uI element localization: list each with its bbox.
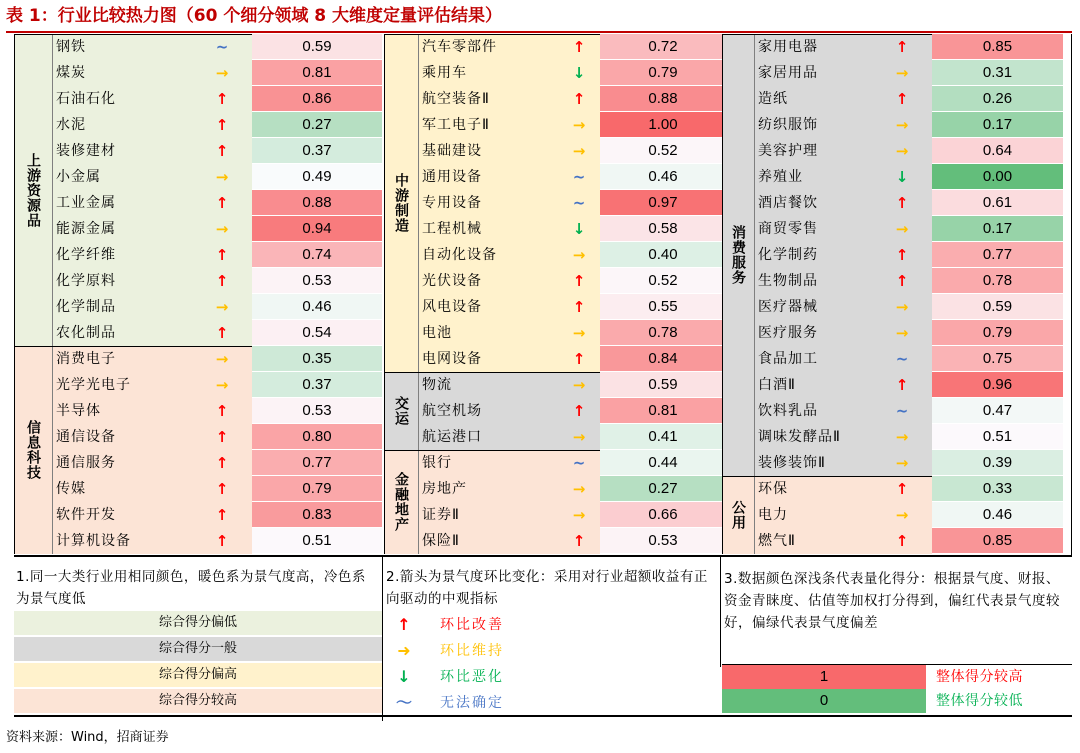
trend-arrow-up: ↑ xyxy=(215,116,229,134)
legend-arrow-label: 环比改善 xyxy=(440,617,504,633)
heat-score-cell: 0.39 xyxy=(932,450,1063,476)
column-left-border xyxy=(384,34,385,554)
heat-score-cell: 0.55 xyxy=(600,294,726,320)
title-underline xyxy=(6,31,1072,33)
sector-group-1-0 xyxy=(384,34,418,372)
heat-score-cell: 0.97 xyxy=(600,190,726,216)
heat-score-cell: 0.94 xyxy=(252,216,382,242)
heat-score-cell: 0.33 xyxy=(932,476,1063,502)
industry-name: 小金属 xyxy=(56,169,101,185)
sector-group-label: 公用 xyxy=(730,500,746,530)
sector-group-0-0 xyxy=(14,34,52,346)
heat-score-cell: 0.46 xyxy=(252,294,382,320)
heat-score-cell: 0.52 xyxy=(600,268,726,294)
industry-name: 传媒 xyxy=(56,481,86,497)
industry-name: 化学原料 xyxy=(56,273,116,289)
industry-name: 燃气Ⅱ xyxy=(758,533,796,549)
trend-arrow-up: ↑ xyxy=(572,90,586,108)
industry-name: 基础建设 xyxy=(422,143,482,159)
legend-arrow-down-icon: ↓ xyxy=(397,667,413,686)
legend-arrow-up-icon: ↑ xyxy=(397,615,413,634)
heat-score-cell: 0.41 xyxy=(600,424,726,450)
legend-swatch-2: 综合得分一般 xyxy=(14,637,382,661)
trend-arrow-up: ↑ xyxy=(215,90,229,108)
industry-name: 家用电器 xyxy=(758,39,818,55)
trend-arrow-flat: → xyxy=(215,298,229,316)
trend-arrow-flat: → xyxy=(572,324,586,342)
industry-name: 养殖业 xyxy=(758,169,803,185)
industry-name: 电池 xyxy=(422,325,452,341)
industry-name: 电网设备 xyxy=(422,351,482,367)
heat-score-cell: 0.80 xyxy=(252,424,382,450)
industry-name: 风电设备 xyxy=(422,299,482,315)
heat-score-cell: 0.88 xyxy=(600,86,726,112)
trend-arrow-unk: ~ xyxy=(895,350,909,368)
heat-score-cell: 0.85 xyxy=(932,528,1063,554)
trend-arrow-up: ↑ xyxy=(895,376,909,394)
legend-score-swatch: 1 xyxy=(722,665,926,689)
heat-score-cell: 1.00 xyxy=(600,112,726,138)
trend-arrow-up: ↑ xyxy=(215,402,229,420)
trend-arrow-down: ↓ xyxy=(895,168,909,186)
heat-score-cell: 0.35 xyxy=(252,346,382,372)
sector-group-2-0 xyxy=(722,34,754,476)
trend-arrow-up: ↑ xyxy=(215,428,229,446)
legend-arrow-label: 无法确定 xyxy=(440,695,504,711)
heat-score-cell: 0.47 xyxy=(932,398,1063,424)
industry-name: 纺织服饰 xyxy=(758,117,818,133)
industry-name: 汽车零部件 xyxy=(422,39,497,55)
heat-score-cell: 0.44 xyxy=(600,450,726,476)
legend-swatch-3: 综合得分偏高 xyxy=(14,663,382,687)
industry-name: 装修建材 xyxy=(56,143,116,159)
heat-score-cell: 0.27 xyxy=(252,112,382,138)
trend-arrow-up: ↑ xyxy=(895,90,909,108)
industry-name: 消费电子 xyxy=(56,351,116,367)
industry-name: 半导体 xyxy=(56,403,101,419)
heat-score-cell: 0.79 xyxy=(252,476,382,502)
trend-arrow-flat: → xyxy=(572,246,586,264)
heat-score-cell: 0.53 xyxy=(252,398,382,424)
trend-arrow-flat: → xyxy=(215,64,229,82)
note-color-scheme: 1.同一大类行业用相同颜色，暖色系为景气度高，冷色系为景气度低 xyxy=(16,569,366,607)
heat-score-cell: 0.59 xyxy=(252,34,382,60)
sector-group-label: 金融地产 xyxy=(393,472,409,532)
heat-score-cell: 0.88 xyxy=(252,190,382,216)
table-right-border xyxy=(1071,34,1072,555)
trend-arrow-up: ↑ xyxy=(215,506,229,524)
legend-arrow-flat-icon: ➜ xyxy=(397,641,413,660)
heat-score-cell: 0.96 xyxy=(932,372,1063,398)
heat-score-cell: 0.74 xyxy=(252,242,382,268)
legend-score-label: 整体得分较高 xyxy=(936,669,1023,685)
industry-name: 房地产 xyxy=(422,481,467,497)
trend-arrow-unk: ~ xyxy=(572,454,586,472)
trend-arrow-flat: → xyxy=(215,168,229,186)
industry-name: 乘用车 xyxy=(422,65,467,81)
heat-score-cell: 0.26 xyxy=(932,86,1063,112)
trend-arrow-unk: ~ xyxy=(215,38,229,56)
industry-name: 饮料乳品 xyxy=(758,403,818,419)
trend-arrow-up: ↑ xyxy=(895,480,909,498)
sector-group-label: 中游制造 xyxy=(393,173,409,233)
trend-arrow-flat: → xyxy=(895,298,909,316)
industry-name: 通信服务 xyxy=(56,455,116,471)
industry-name: 家居用品 xyxy=(758,65,818,81)
heat-score-cell: 0.64 xyxy=(932,138,1063,164)
industry-name: 软件开发 xyxy=(56,507,116,523)
trend-arrow-flat: → xyxy=(215,350,229,368)
heat-score-cell: 0.51 xyxy=(932,424,1063,450)
legend-top-border xyxy=(722,664,1072,665)
sector-group-2-1 xyxy=(722,476,754,554)
trend-arrow-up: ↑ xyxy=(215,324,229,342)
industry-name: 光学光电子 xyxy=(56,377,131,393)
notes-divider xyxy=(720,557,721,667)
sector-group-label: 信息科技 xyxy=(25,420,41,480)
legend-score-swatch: 0 xyxy=(722,689,926,713)
heat-score-cell: 0.77 xyxy=(252,450,382,476)
heat-score-cell: 0.37 xyxy=(252,138,382,164)
heat-score-cell: 0.59 xyxy=(600,372,726,398)
heat-score-cell: 0.84 xyxy=(600,346,726,372)
trend-arrow-up: ↑ xyxy=(215,532,229,550)
heat-score-cell: 0.40 xyxy=(600,242,726,268)
industry-name: 证券Ⅱ xyxy=(422,507,460,523)
heat-score-cell: 0.78 xyxy=(932,268,1063,294)
industry-name: 美容护理 xyxy=(758,143,818,159)
heat-score-cell: 0.66 xyxy=(600,502,726,528)
industry-name: 工程机械 xyxy=(422,221,482,237)
trend-arrow-up: ↑ xyxy=(215,194,229,212)
heat-score-cell: 0.72 xyxy=(600,34,726,60)
trend-arrow-up: ↑ xyxy=(895,246,909,264)
legend-arrow-label: 环比恶化 xyxy=(440,669,504,685)
industry-name: 化学制药 xyxy=(758,247,818,263)
heat-score-cell: 0.86 xyxy=(252,86,382,112)
industry-name: 航运港口 xyxy=(422,429,482,445)
trend-arrow-down: ↓ xyxy=(572,220,586,238)
heat-score-cell: 0.52 xyxy=(600,138,726,164)
industry-name: 光伏设备 xyxy=(422,273,482,289)
heat-score-cell: 0.83 xyxy=(252,502,382,528)
sector-group-0-1 xyxy=(14,346,52,554)
industry-name: 通用设备 xyxy=(422,169,482,185)
industry-name: 商贸零售 xyxy=(758,221,818,237)
sector-group-label: 上游资源品 xyxy=(25,152,41,228)
trend-arrow-flat: → xyxy=(572,116,586,134)
table-title: 表 1：行业比较热力图（60 个细分领域 8 大维度定量评估结果） xyxy=(6,6,502,26)
trend-arrow-flat: → xyxy=(215,376,229,394)
industry-name: 军工电子Ⅱ xyxy=(422,117,490,133)
heat-score-cell: 0.61 xyxy=(932,190,1063,216)
industry-name: 航空机场 xyxy=(422,403,482,419)
industry-name: 调味发酵品Ⅱ xyxy=(758,429,841,445)
trend-arrow-flat: → xyxy=(215,220,229,238)
heat-score-cell: 0.85 xyxy=(932,34,1063,60)
trend-arrow-up: ↑ xyxy=(215,246,229,264)
heat-score-cell: 0.17 xyxy=(932,112,1063,138)
trend-arrow-up: ↑ xyxy=(572,38,586,56)
trend-arrow-up: ↑ xyxy=(895,272,909,290)
note-arrow-meaning: 2.箭头为景气度环比变化：采用对行业超额收益有正向驱动的中观指标 xyxy=(386,569,708,607)
industry-name: 能源金属 xyxy=(56,221,116,237)
heat-score-cell: 0.53 xyxy=(600,528,726,554)
industry-name: 煤炭 xyxy=(56,65,86,81)
industry-name: 保险Ⅱ xyxy=(422,533,460,549)
industry-name: 工业金属 xyxy=(56,195,116,211)
trend-arrow-up: ↑ xyxy=(215,272,229,290)
trend-arrow-up: ↑ xyxy=(572,532,586,550)
heat-score-cell: 0.31 xyxy=(932,60,1063,86)
trend-arrow-up: ↑ xyxy=(895,38,909,56)
trend-arrow-flat: → xyxy=(572,480,586,498)
industry-name: 医疗器械 xyxy=(758,299,818,315)
industry-name: 钢铁 xyxy=(56,39,86,55)
heat-score-cell: 0.37 xyxy=(252,372,382,398)
industry-name: 航空装备Ⅱ xyxy=(422,91,490,107)
trend-arrow-down: ↓ xyxy=(572,64,586,82)
heat-score-cell: 0.58 xyxy=(600,216,726,242)
trend-arrow-up: ↑ xyxy=(895,532,909,550)
heat-score-cell: 0.53 xyxy=(252,268,382,294)
trend-arrow-flat: → xyxy=(895,220,909,238)
trend-arrow-unk: ~ xyxy=(572,168,586,186)
industry-name: 银行 xyxy=(422,455,452,471)
column-left-border xyxy=(14,34,15,554)
trend-arrow-flat: → xyxy=(895,324,909,342)
trend-arrow-up: ↑ xyxy=(215,480,229,498)
heat-score-cell: 0.59 xyxy=(932,294,1063,320)
note-score-meaning: 3.数据颜色深浅条代表量化得分：根据景气度、财报、资金青睐度、估值等加权打分得到，偏红代表景气度较好，偏绿代表景气度偏差 xyxy=(724,571,1060,631)
industry-name: 食品加工 xyxy=(758,351,818,367)
industry-name: 计算机设备 xyxy=(56,533,131,549)
legend-arrow-unk-icon: 〜 xyxy=(395,693,414,712)
industry-name: 医疗服务 xyxy=(758,325,818,341)
table-bottom-border xyxy=(14,555,1072,557)
sector-group-label: 消费服务 xyxy=(730,225,746,285)
industry-name: 专用设备 xyxy=(422,195,482,211)
trend-arrow-flat: → xyxy=(572,506,586,524)
industry-name: 石油石化 xyxy=(56,91,116,107)
trend-arrow-up: ↑ xyxy=(215,142,229,160)
trend-arrow-unk: ~ xyxy=(895,402,909,420)
notes-bottom-border xyxy=(14,715,1072,717)
trend-arrow-flat: → xyxy=(895,64,909,82)
heat-score-cell: 0.46 xyxy=(600,164,726,190)
sector-group-label: 交运 xyxy=(393,396,409,426)
trend-arrow-flat: → xyxy=(895,454,909,472)
legend-swatch-1: 综合得分偏低 xyxy=(14,611,382,635)
trend-arrow-flat: → xyxy=(572,142,586,160)
legend-arrow-label: 环比维持 xyxy=(440,643,504,659)
heat-score-cell: 0.79 xyxy=(600,60,726,86)
column-left-border xyxy=(722,34,723,554)
trend-arrow-flat: → xyxy=(572,428,586,446)
trend-arrow-flat: → xyxy=(895,506,909,524)
heat-score-cell: 0.49 xyxy=(252,164,382,190)
heat-score-cell: 0.17 xyxy=(932,216,1063,242)
trend-arrow-up: ↑ xyxy=(215,454,229,472)
trend-arrow-flat: → xyxy=(572,376,586,394)
industry-name: 化学制品 xyxy=(56,299,116,315)
industry-name: 环保 xyxy=(758,481,788,497)
sector-group-1-2 xyxy=(384,450,418,554)
trend-arrow-up: ↑ xyxy=(572,350,586,368)
trend-arrow-unk: ~ xyxy=(572,194,586,212)
heat-score-cell: 0.00 xyxy=(932,164,1063,190)
industry-name: 水泥 xyxy=(56,117,86,133)
trend-arrow-flat: → xyxy=(895,428,909,446)
industry-name: 酒店餐饮 xyxy=(758,195,818,211)
trend-arrow-up: ↑ xyxy=(572,402,586,420)
heat-score-cell: 0.54 xyxy=(252,320,382,346)
notes-divider xyxy=(382,557,383,721)
heat-score-cell: 0.27 xyxy=(600,476,726,502)
trend-arrow-up: ↑ xyxy=(572,272,586,290)
heat-score-cell: 0.51 xyxy=(252,528,382,554)
industry-name: 电力 xyxy=(758,507,788,523)
heat-score-cell: 0.81 xyxy=(252,60,382,86)
industry-name: 生物制品 xyxy=(758,273,818,289)
industry-name: 造纸 xyxy=(758,91,788,107)
industry-name: 化学纤维 xyxy=(56,247,116,263)
trend-arrow-flat: → xyxy=(895,116,909,134)
trend-arrow-flat: → xyxy=(895,142,909,160)
heat-score-cell: 0.46 xyxy=(932,502,1063,528)
trend-arrow-up: ↑ xyxy=(572,298,586,316)
trend-arrow-up: ↑ xyxy=(895,194,909,212)
industry-name: 白酒Ⅱ xyxy=(758,377,796,393)
industry-name: 物流 xyxy=(422,377,452,393)
source-note: 资料来源：Wind，招商证券 xyxy=(6,730,169,745)
industry-name: 通信设备 xyxy=(56,429,116,445)
heat-score-cell: 0.77 xyxy=(932,242,1063,268)
heat-score-cell: 0.75 xyxy=(932,346,1063,372)
industry-name: 装修装饰Ⅱ xyxy=(758,455,826,471)
heat-score-cell: 0.78 xyxy=(600,320,726,346)
sector-group-1-1 xyxy=(384,372,418,450)
legend-swatch-4: 综合得分较高 xyxy=(14,689,382,713)
heat-score-cell: 0.79 xyxy=(932,320,1063,346)
industry-name: 自动化设备 xyxy=(422,247,497,263)
industry-name: 农化制品 xyxy=(56,325,116,341)
heat-score-cell: 0.81 xyxy=(600,398,726,424)
legend-score-label: 整体得分较低 xyxy=(936,693,1023,709)
